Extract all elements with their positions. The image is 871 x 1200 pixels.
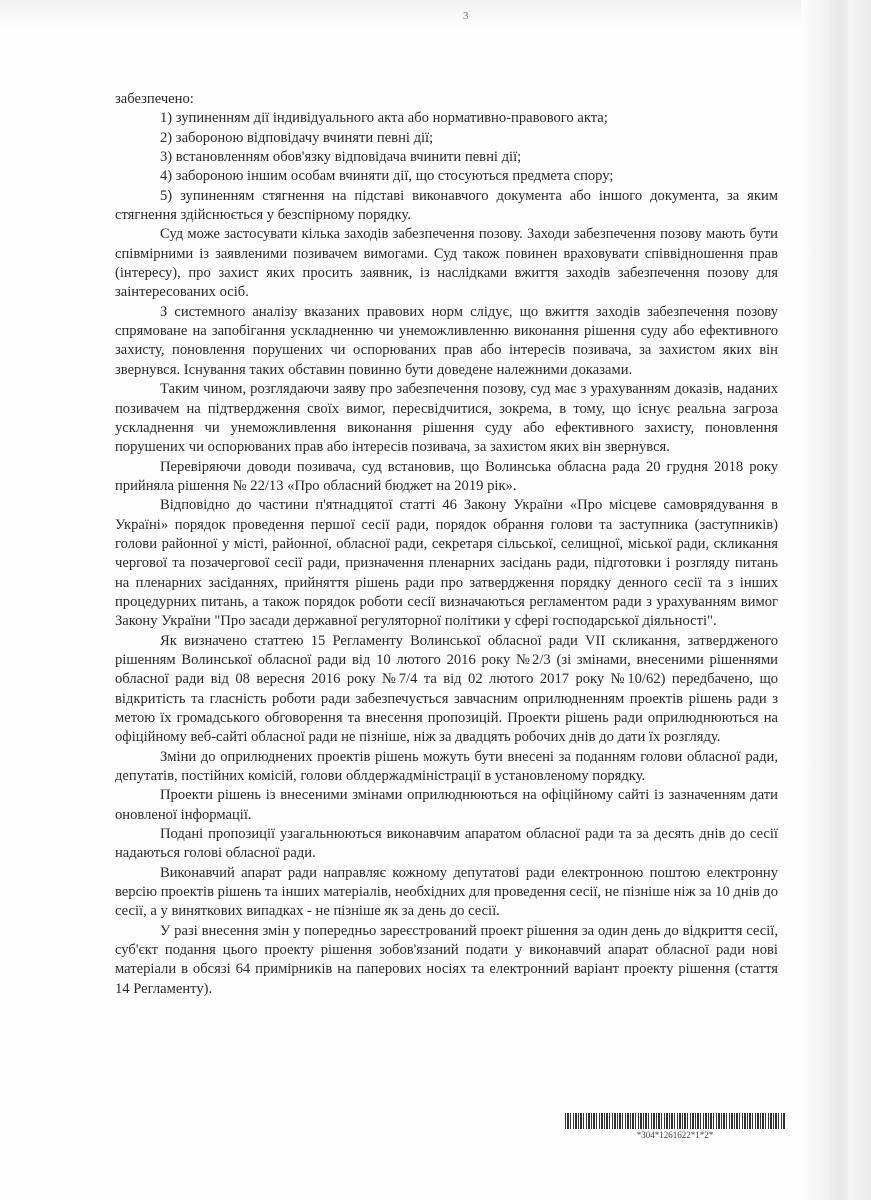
paragraph: Проекти рішень із внесеними змінами оприлюднюються на офіційному сайті із зазначенням дати оновленої інформації. (115, 787, 778, 823)
list-item: 4) забороною іншим особам вчиняти дії, що стосуються предмета спору; (160, 168, 614, 185)
paragraph: У разі внесення змін у попередньо зареєстрований проект рішення за один день до відкриття сесії, суб'єкт подання цього проекту рішення зобов'язаний подати у виконавчий апарат обласної ради нові матеріали в обсязі 64 примірників на паперових носіях та електронний варіант проекту рішення (стаття 14 Регламенту). (115, 922, 778, 997)
list-item: 2) забороною відповідачу вчиняти певні дії; (160, 129, 434, 146)
paragraph: забезпечено: (115, 91, 194, 107)
paragraph: З системного аналізу вказаних правових норм слідує, що вжиття заходів забезпечення позову спрямоване на запобігання ускладненню чи унеможливленню виконання рішення суду або ефективного захисту, поновлення порушених чи оспорюваних прав або інтересів позивача, за захистом яких він звернувся. Існування таких обставин повинно бути доведене належними доказами. (115, 303, 778, 378)
barcode-number: *304*1261622*1*2* (636, 1130, 714, 1140)
paragraph: Виконавчий апарат ради направляє кожному депутатові ради електронною поштою електронну версію проектів рішень та інших матеріалів, необхідних для проведення сесії, не пізніше ніж за 10 днів до сесії, а у виняткових випадках - не пізніше як за день до сесії. (115, 864, 778, 920)
barcode (565, 1113, 785, 1149)
page-number: 3 (463, 10, 469, 22)
list-item: 3) встановленням обов'язку відповідача вчинити певні дії; (160, 149, 522, 166)
paragraph: Перевіряючи доводи позивача, суд встановив, що Волинська обласна рада 20 грудня 2018 року прийняла рішення № 22/13 «Про обласний бюджет на 2019 рік». (115, 458, 778, 494)
barcode-bars (565, 1113, 785, 1129)
list-item: 5) зупиненням стягнення на підставі виконавчого документа або іншого документа, за яким стягнення здійснюється у безспірному порядку. (115, 187, 778, 224)
paragraph: Зміни до оприлюднених проектів рішень можуть бути внесені за поданням голови обласної ради, депутатів, постійних комісій, голови облдержадміністрації в установленому порядку. (115, 748, 778, 785)
scan-top-shadow (0, 0, 871, 28)
paragraph: Подані пропозиції узагальнюються виконавчим апаратом обласної ради та за десять днів до сесії надаються голові обласної ради. (115, 826, 778, 862)
paragraph: Як визначено статтею 15 Регламенту Волинської обласної ради VII скликання, затвердженого рішенням Волинської обласної ради від 10 лютого 2016 року №2/3 (зі змінами, внесеними рішеннями обласної ради від 08 вересня 2016 року №7/4 та від 02 лютого 2017 року №10/62) передбачено, що відкритість та гласність роботи ради забезпечується завчасним оприлюдненням проектів рішень ради з метою їх громадського обговорення та внесення пропозицій. Проекти рішень ради оприлюднюються на офіційному веб-сайті обласної ради не пізніше, ніж за двадцять робочих днів до дати їх розгляду. (115, 632, 778, 746)
paragraph: Відповідно до частини п'ятнадцятої статті 46 Закону України «Про місцеве самоврядування в Україні» порядок проведення першої сесії ради, порядок обрання голови та заступника (заступників) голови районної у місті, районної, обласної ради, секретаря сільської, селищної, міської ради, скликання чергової та позачергової сесії ради, призначення пленарних засідань ради, підготовки і розгляду питань на пленарних засіданнях, прийняття рішень ради про затвердження порядку денного сесії та з інших процедурних питань, а також порядок роботи сесії визначаються регламентом ради з урахуванням вимог Закону України "Про засади державної регуляторної політики у сфері господарської діяльності". (115, 497, 778, 630)
document-body (115, 90, 778, 999)
paragraph: Таким чином, розглядаючи заяву про забезпечення позову, суд має з урахуванням доказів, наданих позивачем на підтвердження своїх вимог, пересвідчитися, зокрема, в тому, що існує реальна загроза ускладнення чи унеможливлення виконання рішення суду або ефективного захисту, поновлення порушених чи оспорюваних прав або інтересів позивача, за захистом яких він звернувся. (115, 381, 778, 456)
scan-edge-shadow (801, 0, 871, 1200)
list-item: 1) зупиненням дії індивідуального акта або нормативно-правового акта; (160, 110, 608, 127)
paragraph: Суд може застосувати кілька заходів забезпечення позову. Заходи забезпечення позову мають бути співмірними із заявленими позивачем вимогами. Суд також повинен враховувати співвідношення прав (інтересу), про захист яких просить заявник, із наслідками вжиття заходів забезпечення позову для заінтересованих осіб. (115, 226, 778, 301)
